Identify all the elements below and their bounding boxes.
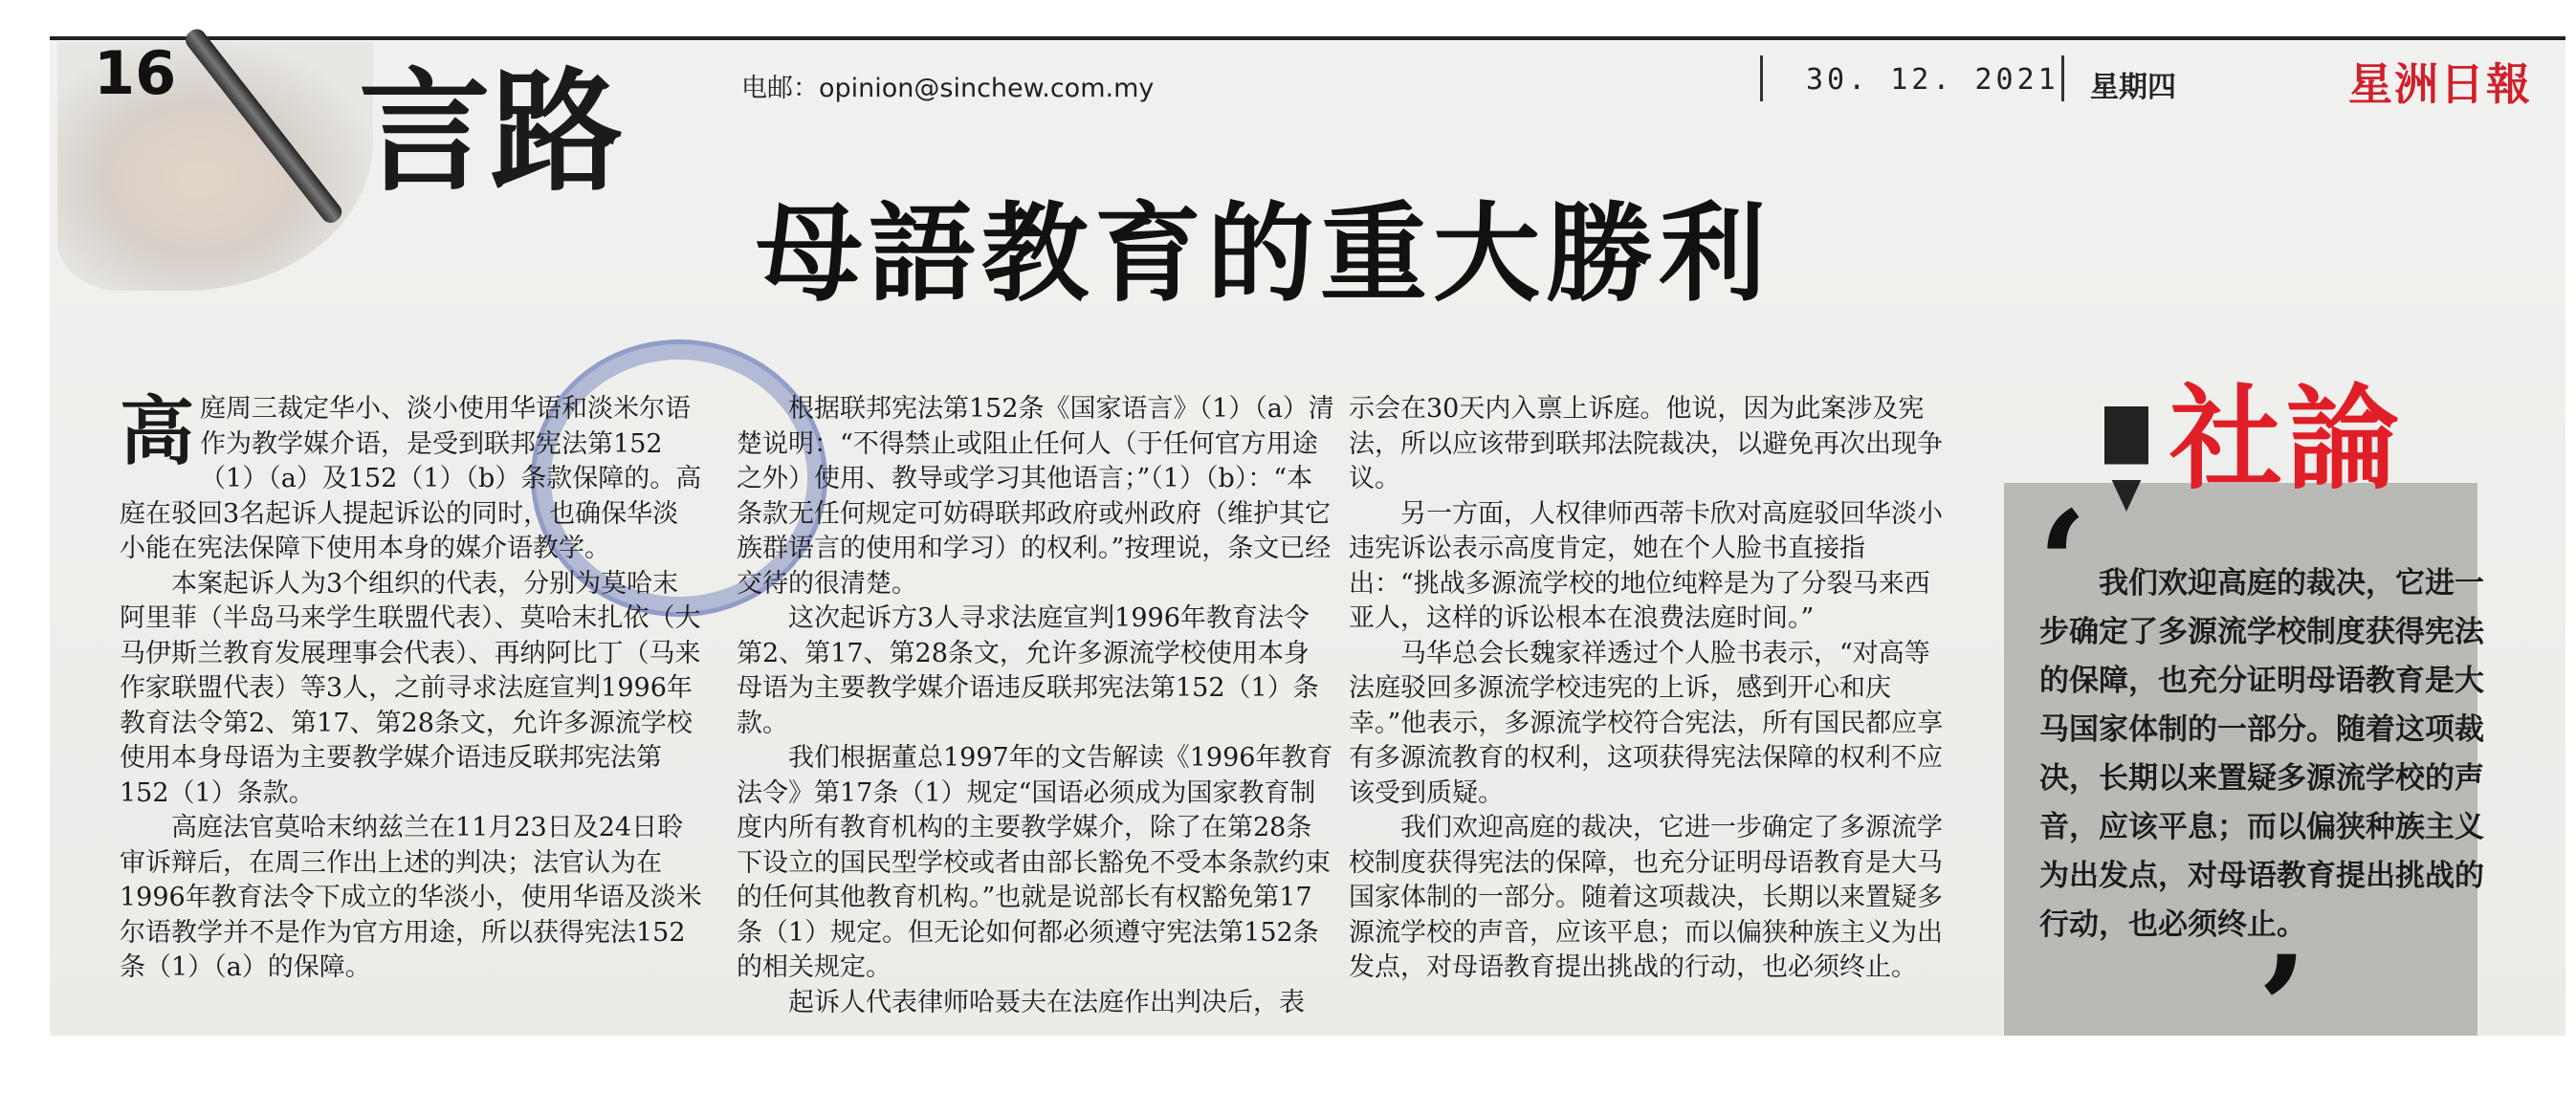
top-rule (50, 36, 2565, 40)
paragraph: 另一方面，人权律师西蒂卡欣对高庭驳回华淡小违宪诉讼表示高度肯定，她在个人脸书直接指出：“挑战多源流学校的地位纯粹是为了分裂马来西亚人，这样的诉讼根本在浪费法庭时间。” (1349, 498, 1943, 633)
drop-cap: 高 (120, 388, 195, 475)
paragraph: 高庭周三裁定华小、淡小使用华语和淡米尔语作为教学媒介语，是受到联邦宪法第152（1）（a）及152（1）（b）条款保障的。高庭在驳回3名起诉人提起诉讼的同时，也确保华淡小能在宪法保障下使用本身的媒介语教学。 (120, 388, 702, 563)
section-title: 言路 (359, 55, 624, 209)
paragraph: 我们欢迎高庭的裁决，它进一步确定了多源流学校制度获得宪法的保障，也充分证明母语教育是大马国家体制的一部分。随着这项裁决，长期以来置疑多源流学校的声音，应该平息；而以偏狭种族主义为出发点，对母语教育提出挑战的行动，也必须终止。 (1349, 813, 1943, 982)
paragraph: 马华总会长魏家祥透过个人脸书表示，“对高等法庭驳回多源流学校违宪的上诉，感到开心和庆幸。”他表示，多源流学校符合宪法，所有国民都应享有多源流教育的权利，这项获得宪法保障的权利不应该受到质疑。 (1349, 638, 1944, 808)
issue-date: 30. 12. 2021 (1806, 63, 2059, 97)
article-headline: 母語教育的重大勝利 (756, 191, 1772, 317)
editorial-label: 社論 (2169, 373, 2404, 505)
background-bleed-text (1064, 103, 1093, 204)
open-quote-icon: ‘ (2037, 480, 2088, 648)
page-number: 16 (94, 38, 177, 108)
contact-email: 电邮：opinion@sinchew.com.my (741, 74, 1155, 103)
paragraph: 我们根据董总1997年的文告解读《1996年教育法令》第17条（1）规定“国语必须成为国家教育制度内所有教育机构的主要教学媒介，除了在第28条下设立的国民型学校或者由部长豁免不受本条款约束的任何其他教育机构。”也就是说部长有权豁免第17条（1）规定。但无论如何都必须遵守宪法第152条的相关规定。 (737, 743, 1333, 982)
paragraph: 示会在30天内入禀上诉庭。他说，因为此案涉及宪法，所以应该带到联邦法院裁决，以避免再次出现争议。 (1349, 394, 1943, 493)
paragraph: 起诉人代表律师哈聂夫在法庭作出判决后，表 (788, 987, 1305, 1017)
close-quote-icon: ’ (2257, 925, 2308, 1093)
divider (1760, 55, 1763, 101)
paragraph: 本案起诉人为3个组织的代表，分别为莫哈末阿里菲（半岛马来学生联盟代表）、莫哈末扎依（大马伊斯兰教育发展理事会代表）、再纳阿比丁（马来作家联盟代表）等3人，之前寻求法庭宣判1996年教育法令第2、第17、第28条文，允许多源流学校使用本身母语为主要教学媒介语违反联邦宪法第152（1）条款。 (120, 568, 701, 808)
article-column-2 (737, 392, 1334, 1020)
divider (2061, 55, 2064, 101)
newspaper-logo: 星洲日報 (2348, 58, 2532, 110)
issue-weekday: 星期四 (2090, 71, 2176, 104)
paragraph: 根据联邦宪法第152条《国家语言》（1）（a）清楚说明：“不得禁止或阻止任何人（于任何官方用途之外）使用、教导或学习其他语言；”（1）（b）：“本条款无任何规定可妨碍联邦政府或州政府（维护其它族群语言的使用和学习）的权利。”按理说，条文已经交待的很清楚。 (737, 394, 1334, 599)
paragraph: 这次起诉方3人寻求法庭宣判1996年教育法令第2、第17、第28条文，允许多源流学校使用本身母语为主要教学媒介语违反联邦宪法第152（1）条款。 (737, 603, 1319, 738)
article-column-3 (1349, 392, 1947, 986)
paragraph: 高庭法官莫哈末纳兹兰在11月23日及24日聆审诉辩后，在周三作出上述的判决；法官认为在1996年教育法令下成立的华淡小，使用华语及淡米尔语教学并不是作为官方用途，所以获得宪法152条（1）（a）的保障。 (120, 813, 702, 982)
editorial-summary: 我们欢迎高庭的裁决，它进一步确定了多源流学校制度获得宪法的保障，也充分证明母语教育是大马国家体制的一部分。随着这项裁决，长期以来置疑多源流学校的声音，应该平息；而以偏狭种族主义为出发点，对母语教育提出挑战的行动，也必须终止。 (2039, 566, 2484, 942)
article-column-1 (120, 388, 703, 986)
